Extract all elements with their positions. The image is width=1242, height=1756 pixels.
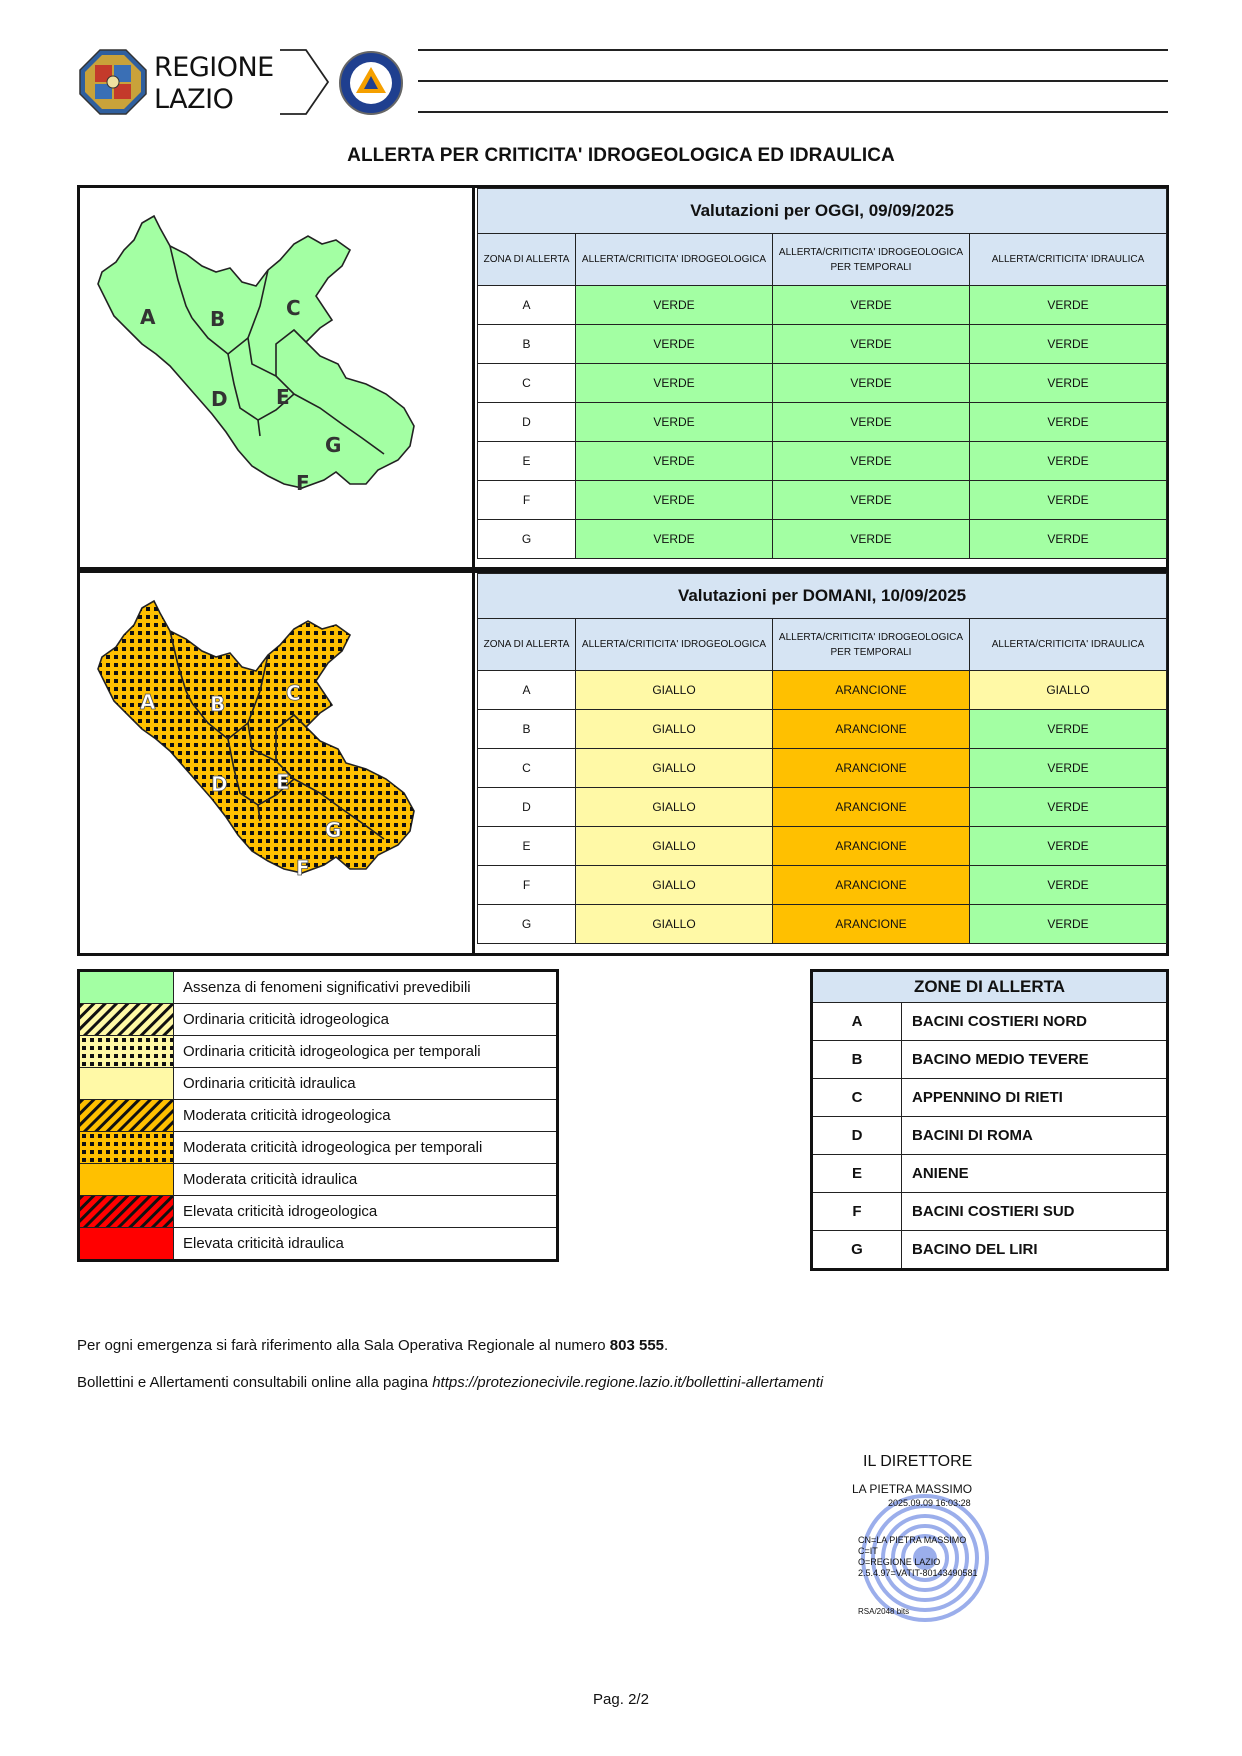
legend-label: Ordinaria criticità idrogeologica per temporali [174, 1036, 558, 1068]
zones-title: ZONE DI ALLERTA [812, 971, 1168, 1003]
idraulica-cell: VERDE [970, 520, 1167, 559]
legend-row [79, 1036, 558, 1068]
zone-cell: D [478, 788, 576, 827]
zone-row [812, 1117, 1168, 1155]
temporali-cell: ARANCIONE [773, 866, 970, 905]
temporali-cell: ARANCIONE [773, 827, 970, 866]
idrogeologica-cell: GIALLO [576, 671, 773, 710]
idrogeologica-cell: VERDE [576, 442, 773, 481]
table-row [478, 403, 1167, 442]
map-label-d: D [211, 772, 228, 796]
zone-cell: C [478, 749, 576, 788]
idrogeologica-cell: VERDE [576, 286, 773, 325]
today-title: Valutazioni per OGGI, 09/09/2025 [478, 189, 1167, 234]
temporali-cell: VERDE [773, 286, 970, 325]
legend-label: Ordinaria criticità idraulica [174, 1068, 558, 1100]
idraulica-cell: VERDE [970, 788, 1167, 827]
legend-label: Moderata criticità idrogeologica [174, 1100, 558, 1132]
lazio-region-shape [98, 216, 414, 488]
zone-cell: D [478, 403, 576, 442]
header-rule-1 [418, 49, 1168, 51]
legend-row [79, 1132, 558, 1164]
temporali-cell: VERDE [773, 403, 970, 442]
zone-letter: G [812, 1231, 902, 1270]
temporali-cell: ARANCIONE [773, 710, 970, 749]
table-row [478, 325, 1167, 364]
zone-letter: A [812, 1003, 902, 1041]
zone-name: BACINO DEL LIRI [902, 1231, 1168, 1270]
legend-swatch [79, 1132, 174, 1164]
header-rule-2 [418, 80, 1168, 82]
col-idrogeologica: ALLERTA/CRITICITA' IDROGEOLOGICA [576, 619, 773, 671]
rsa-info: RSA/2048 bits [858, 1607, 910, 1616]
brand-name-line2: LAZIO [154, 84, 234, 115]
map-label-a: A [140, 690, 156, 714]
legend-label: Elevata criticità idrogeologica [174, 1196, 558, 1228]
table-row [478, 788, 1167, 827]
legend-label: Assenza di fenomeni significativi prevedibili [174, 971, 558, 1004]
zone-row [812, 1041, 1168, 1079]
table-row [478, 520, 1167, 559]
zone-cell: G [478, 520, 576, 559]
map-label-e: E [276, 385, 290, 409]
idrogeologica-cell: GIALLO [576, 788, 773, 827]
legend-row [79, 1228, 558, 1261]
legend-row [79, 1004, 558, 1036]
idraulica-cell: VERDE [970, 325, 1167, 364]
idrogeologica-cell: VERDE [576, 403, 773, 442]
legend-label: Moderata criticità idraulica [174, 1164, 558, 1196]
zone-cell: E [478, 442, 576, 481]
legend-swatch [79, 1196, 174, 1228]
tomorrow-panel [77, 570, 1169, 956]
temporali-cell: ARANCIONE [773, 671, 970, 710]
table-row [478, 286, 1167, 325]
idraulica-cell: GIALLO [970, 671, 1167, 710]
table-row [478, 866, 1167, 905]
document-title: ALLERTA PER CRITICITA' IDROGEOLOGICA ED IDRAULICA [347, 145, 895, 166]
legend-row [79, 1164, 558, 1196]
zone-cell: G [478, 905, 576, 944]
lazio-map-today [80, 188, 472, 567]
zone-letter: E [812, 1155, 902, 1193]
idrogeologica-cell: GIALLO [576, 749, 773, 788]
cert-line: 2.5.4.97=VATIT-80143490581 [858, 1568, 978, 1578]
emergency-text: Per ogni emergenza si farà riferimento alla Sala Operativa Regionale al numero [77, 1337, 610, 1354]
legend-row [79, 1068, 558, 1100]
zone-row [812, 1003, 1168, 1041]
idrogeologica-cell: GIALLO [576, 827, 773, 866]
zone-cell: B [478, 710, 576, 749]
table-row [478, 749, 1167, 788]
table-row [478, 442, 1167, 481]
brand-chevron-icon [276, 48, 334, 118]
col-idraulica: ALLERTA/CRITICITA' IDRAULICA [970, 234, 1167, 286]
zone-cell: F [478, 866, 576, 905]
col-idrogeologica-temporali: ALLERTA/CRITICITA' IDROGEOLOGICA PER TEMPORALI [773, 234, 970, 286]
cert-line: O=REGIONE LAZIO [858, 1557, 941, 1567]
zone-letter: F [812, 1193, 902, 1231]
zone-row [812, 1155, 1168, 1193]
temporali-cell: ARANCIONE [773, 788, 970, 827]
map-label-e: E [276, 770, 290, 794]
idraulica-cell: VERDE [970, 905, 1167, 944]
zone-cell: F [478, 481, 576, 520]
header-rule-3 [418, 111, 1168, 113]
map-label-g: G [325, 818, 342, 842]
table-row [478, 710, 1167, 749]
legend-label: Ordinaria criticità idrogeologica [174, 1004, 558, 1036]
legend-swatch [79, 971, 174, 1004]
signer-name: LA PIETRA MASSIMO [852, 1482, 973, 1496]
idraulica-cell: VERDE [970, 286, 1167, 325]
idraulica-cell: VERDE [970, 749, 1167, 788]
table-row [478, 364, 1167, 403]
map-label-a: A [140, 305, 156, 329]
map-label-b: B [210, 692, 226, 716]
protezione-civile-logo [338, 50, 404, 116]
zone-cell: C [478, 364, 576, 403]
temporali-cell: VERDE [773, 442, 970, 481]
table-row [478, 905, 1167, 944]
legend-row [79, 1100, 558, 1132]
idraulica-cell: VERDE [970, 481, 1167, 520]
map-label-f: F [296, 471, 310, 495]
zone-name: BACINI COSTIERI SUD [902, 1193, 1168, 1231]
legend-swatch [79, 1100, 174, 1132]
director-label: IL DIRETTORE [863, 1453, 973, 1470]
idraulica-cell: VERDE [970, 827, 1167, 866]
today-map [80, 188, 475, 567]
temporali-cell: VERDE [773, 364, 970, 403]
map-label-d: D [211, 387, 228, 411]
zone-cell: A [478, 286, 576, 325]
online-url-link[interactable]: https://protezionecivile.regione.lazio.it/bollettini-allertamenti [432, 1374, 824, 1391]
emergency-note [77, 1337, 668, 1354]
idraulica-cell: VERDE [970, 866, 1167, 905]
idrogeologica-cell: VERDE [576, 481, 773, 520]
col-zona-di-allerta: ZONA DI ALLERTA [478, 619, 576, 671]
legend-swatch [79, 1164, 174, 1196]
zone-letter: C [812, 1079, 902, 1117]
legend-swatch [79, 1068, 174, 1100]
tomorrow-map [80, 573, 475, 953]
zone-cell: A [478, 671, 576, 710]
map-label-c: C [286, 681, 301, 705]
map-label-f: F [296, 856, 310, 880]
tomorrow-title: Valutazioni per DOMANI, 10/09/2025 [478, 574, 1167, 619]
legend-swatch [79, 1004, 174, 1036]
zone-name: BACINI DI ROMA [902, 1117, 1168, 1155]
col-idrogeologica: ALLERTA/CRITICITA' IDROGEOLOGICA [576, 234, 773, 286]
idrogeologica-cell: VERDE [576, 364, 773, 403]
idraulica-cell: VERDE [970, 442, 1167, 481]
legend-label: Moderata criticità idrogeologica per temporali [174, 1132, 558, 1164]
today-panel [77, 185, 1169, 570]
table-row [478, 671, 1167, 710]
online-note [77, 1374, 823, 1391]
map-label-b: B [210, 307, 226, 331]
table-row [478, 481, 1167, 520]
online-text: Bollettini e Allertamenti consultabili online alla pagina [77, 1374, 433, 1391]
col-idrogeologica-temporali: ALLERTA/CRITICITA' IDROGEOLOGICA PER TEMPORALI [773, 619, 970, 671]
map-label-c: C [286, 296, 301, 320]
zone-name: BACINO MEDIO TEVERE [902, 1041, 1168, 1079]
brand-name-line1: REGIONE [154, 52, 274, 83]
page-number: Pag. 2/2 [593, 1691, 649, 1708]
legend-table [77, 969, 559, 1262]
legend-swatch [79, 1228, 174, 1261]
zone-letter: B [812, 1041, 902, 1079]
lazio-region-shape [98, 601, 414, 873]
idraulica-cell: VERDE [970, 710, 1167, 749]
table-row [478, 827, 1167, 866]
map-label-g: G [325, 433, 342, 457]
cert-line: CN=LA PIETRA MASSIMO [858, 1535, 967, 1545]
regione-lazio-emblem [78, 48, 148, 116]
zone-cell: B [478, 325, 576, 364]
legend-label: Elevata criticità idraulica [174, 1228, 558, 1261]
temporali-cell: ARANCIONE [773, 749, 970, 788]
sign-date: 2025.09.09 16:03:28 [888, 1498, 971, 1508]
zone-row [812, 1231, 1168, 1270]
idrogeologica-cell: VERDE [576, 520, 773, 559]
idrogeologica-cell: GIALLO [576, 866, 773, 905]
today-alert-table [477, 188, 1167, 559]
legend-row [79, 1196, 558, 1228]
temporali-cell: VERDE [773, 325, 970, 364]
zone-row [812, 1193, 1168, 1231]
emergency-number: 803 555 [609, 1337, 665, 1354]
legend-swatch [79, 1036, 174, 1068]
idrogeologica-cell: VERDE [576, 325, 773, 364]
legend-row [79, 971, 558, 1004]
zone-name: ANIENE [902, 1155, 1168, 1193]
temporali-cell: ARANCIONE [773, 905, 970, 944]
idrogeologica-cell: GIALLO [576, 710, 773, 749]
zone-name: BACINI COSTIERI NORD [902, 1003, 1168, 1041]
idraulica-cell: VERDE [970, 364, 1167, 403]
lazio-map-tomorrow [80, 573, 472, 953]
tomorrow-alert-table [477, 573, 1167, 944]
temporali-cell: VERDE [773, 520, 970, 559]
col-zona-di-allerta: ZONA DI ALLERTA [478, 234, 576, 286]
emergency-end: . [664, 1337, 669, 1354]
zone-cell: E [478, 827, 576, 866]
zones-table [810, 969, 1169, 1271]
cert-line: C=IT [858, 1546, 878, 1556]
idrogeologica-cell: GIALLO [576, 905, 773, 944]
col-idraulica: ALLERTA/CRITICITA' IDRAULICA [970, 619, 1167, 671]
zone-name: APPENNINO DI RIETI [902, 1079, 1168, 1117]
zone-row [812, 1079, 1168, 1117]
temporali-cell: VERDE [773, 481, 970, 520]
zone-letter: D [812, 1117, 902, 1155]
idraulica-cell: VERDE [970, 403, 1167, 442]
